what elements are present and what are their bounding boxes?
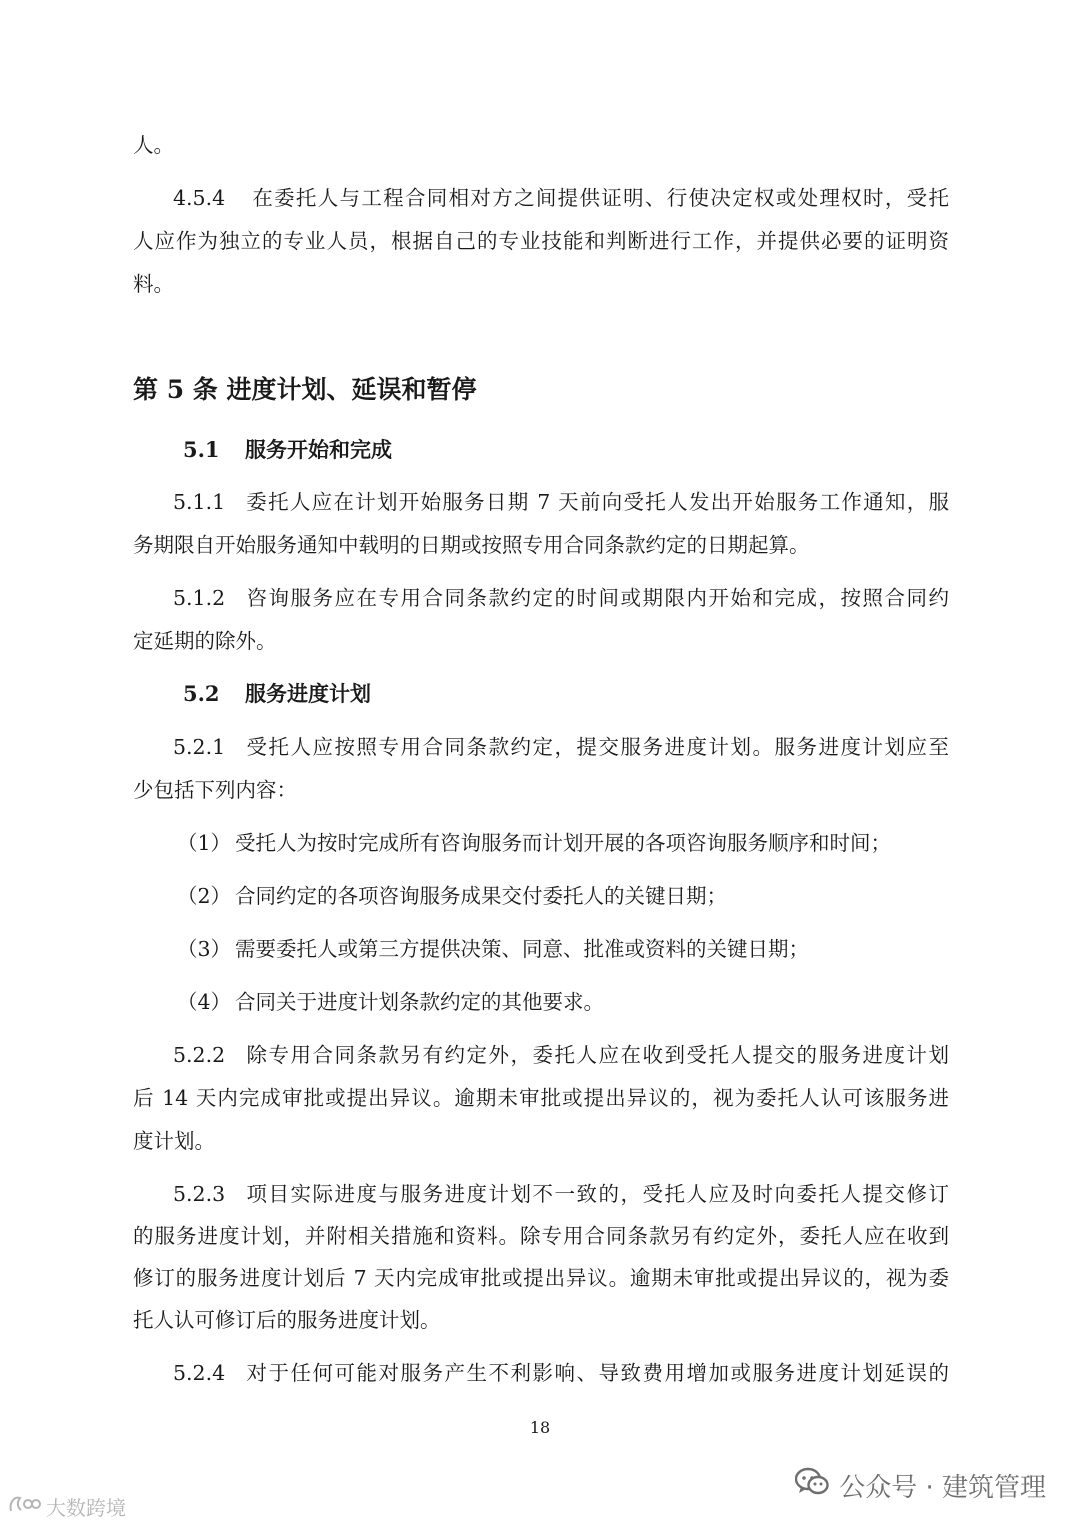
clause-number: 4.5.4 xyxy=(173,186,226,210)
list-item: （4） 合同关于进度计划条款约定的其他要求。 xyxy=(177,990,604,1014)
article-heading: 第 5 条 进度计划、延误和暂停 xyxy=(133,375,477,404)
watermark-text: 公众号 · 建筑管理 xyxy=(839,1472,1046,1503)
clause-number: 5.1.1 xyxy=(173,490,226,514)
clause-4-5-4-line-1: 4.5.4 在委托人与工程合同相对方之间提供证明、行使决定权或处理权时，受托 xyxy=(173,186,949,210)
list-item: （1） 受托人为按时完成所有咨询服务而计划开展的各项咨询服务顺序和时间； xyxy=(177,831,891,855)
wechat-icon xyxy=(795,1467,829,1504)
clause-5-2-3-line-3: 修订的服务进度计划后 7 天内完成审批或提出异议。逾期未审批或提出异议的，视为委 xyxy=(133,1266,949,1290)
page-number: 18 xyxy=(529,1418,551,1437)
clause-4-5-4-line-2: 人应作为独立的专业人员，根据自己的专业技能和判断进行工作，并提供必要的证明资 xyxy=(133,229,949,253)
clause-5-2-2-line-3: 度计划。 xyxy=(133,1129,215,1153)
clause-5-2-3-line-4: 托人认可修订后的服务进度计划。 xyxy=(133,1308,441,1332)
wechat-watermark xyxy=(795,1465,1046,1505)
clause-5-2-2-line-2: 后 14 天内完成审批或提出异议。逾期未审批或提出异议的，视为委托人认可该服务进 xyxy=(133,1086,949,1110)
clause-5-2-3-line-2: 的服务进度计划，并附相关措施和资料。除专用合同条款另有约定外，委托人应在收到 xyxy=(133,1224,949,1248)
clause-number: 5.2.4 xyxy=(173,1361,226,1385)
list-item: （2） 合同约定的各项咨询服务成果交付委托人的关键日期； xyxy=(177,884,727,908)
clause-number: 5.2.2 xyxy=(173,1043,226,1067)
brand-watermark xyxy=(8,1492,126,1520)
clause-5-2-1-line-2: 少包括下列内容： xyxy=(133,778,297,802)
list-item: （3） 需要委托人或第三方提供决策、同意、批准或资料的关键日期； xyxy=(177,937,809,961)
clause-5-1-1-line-2: 务期限自开始服务通知中载明的日期或按照专用合同条款约定的日期起算。 xyxy=(133,533,810,557)
subheading-5-2: 5.2 服务进度计划 xyxy=(183,681,371,706)
watermark-brand-text: 大数跨境 xyxy=(46,1495,126,1520)
clause-5-2-2-line-1: 5.2.2 除专用合同条款另有约定外，委托人应在收到受托人提交的服务进度计划 xyxy=(173,1043,949,1067)
clause-5-1-1-line-1: 5.1.1 委托人应在计划开始服务日期 7 天前向受托人发出开始服务工作通知，服 xyxy=(173,490,949,514)
paragraph-continuation: 人。 xyxy=(133,133,174,157)
clause-5-1-2-line-1: 5.1.2 咨询服务应在专用合同条款约定的时间或期限内开始和完成，按照合同约 xyxy=(173,586,949,610)
clause-number: 5.2.3 xyxy=(173,1182,226,1206)
logo-icon xyxy=(8,1493,42,1520)
clause-4-5-4-line-3: 料。 xyxy=(133,272,174,296)
subheading-5-1: 5.1 服务开始和完成 xyxy=(183,437,392,462)
clause-number: 5.1.2 xyxy=(173,586,226,610)
clause-5-1-2-line-2: 定延期的除外。 xyxy=(133,629,277,653)
clause-5-2-1-line-1: 5.2.1 受托人应按照专用合同条款约定，提交服务进度计划。服务进度计划应至 xyxy=(173,735,949,759)
clause-number: 5.2.1 xyxy=(173,735,226,759)
clause-5-2-3-line-1: 5.2.3 项目实际进度与服务进度计划不一致的，受托人应及时向委托人提交修订 xyxy=(173,1182,949,1206)
clause-5-2-4-line-1: 5.2.4 对于任何可能对服务产生不利影响、导致费用增加或服务进度计划延误的 xyxy=(173,1361,949,1385)
